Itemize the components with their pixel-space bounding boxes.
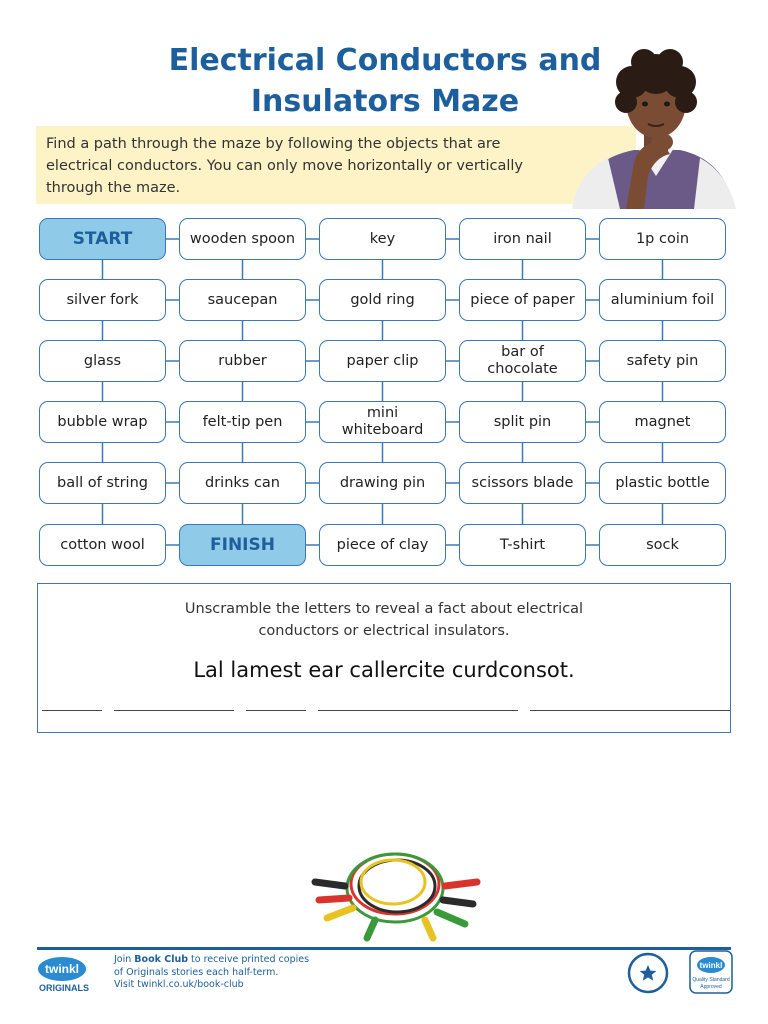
unscramble-intro-line-2: conductors or electrical insulators. — [258, 623, 510, 639]
footer-line-1-pre: Join — [114, 954, 135, 965]
finish-cell[interactable]: FINISH — [179, 524, 306, 566]
logo-sub-text: ORIGINALS — [38, 983, 90, 993]
footer-line-2: of Originals stories each half-term. — [114, 966, 279, 978]
maze-cell[interactable]: safety pin — [599, 340, 726, 382]
maze-cell[interactable]: piece of clay — [319, 524, 446, 566]
maze-cell[interactable]: plastic bottle — [599, 462, 726, 504]
maze-cell[interactable]: split pin — [459, 401, 586, 443]
maze-cell[interactable]: glass — [39, 340, 166, 382]
footer-line-3[interactable]: Visit twinkl.co.uk/book-club — [114, 979, 244, 990]
maze-cell[interactable]: drinks can — [179, 462, 306, 504]
maze-cell[interactable]: paper clip — [319, 340, 446, 382]
crocodile-clip-wires-illustration — [305, 842, 485, 942]
unscramble-box — [37, 583, 731, 733]
maze-cell[interactable]: gold ring — [319, 279, 446, 321]
maze-cell[interactable]: felt-tip pen — [179, 401, 306, 443]
maze-cell[interactable]: sock — [599, 524, 726, 566]
maze-cell[interactable]: saucepan — [179, 279, 306, 321]
unscramble-intro — [38, 598, 730, 642]
star-icon[interactable] — [627, 952, 669, 994]
start-cell[interactable]: START — [39, 218, 166, 260]
book-club-link[interactable]: Book Club — [134, 954, 189, 965]
maze-cell[interactable]: ball of string — [39, 462, 166, 504]
maze-cell[interactable]: bubble wrap — [39, 401, 166, 443]
book-club-text — [114, 954, 309, 992]
answer-blank[interactable] — [42, 710, 102, 711]
answer-blanks — [42, 696, 732, 716]
answer-blank[interactable] — [114, 710, 234, 711]
maze-cell[interactable]: scissors blade — [459, 462, 586, 504]
logo-brand-text: twinkl — [44, 962, 80, 976]
maze-cell[interactable]: key — [319, 218, 446, 260]
maze-cell[interactable]: aluminium foil — [599, 279, 726, 321]
title-line-2: Insulators Maze — [250, 84, 520, 119]
title-line-1: Electrical Conductors and — [168, 43, 602, 78]
footer-line-1-post: to receive printed copies — [188, 954, 310, 965]
footer-line-1 — [114, 954, 309, 967]
answer-blank[interactable] — [318, 710, 518, 711]
scrambled-sentence: Lal lamest ear callercite curdconsot. — [193, 658, 575, 682]
quality-approved-badge — [689, 950, 733, 994]
maze-cell[interactable]: 1p coin — [599, 218, 726, 260]
maze-cell[interactable]: mini whiteboard — [319, 401, 446, 443]
badge-brand-text: twinkl — [699, 961, 723, 970]
maze-cell[interactable]: cotton wool — [39, 524, 166, 566]
maze-cell[interactable]: wooden spoon — [179, 218, 306, 260]
maze-cell[interactable]: piece of paper — [459, 279, 586, 321]
instructions-line-1: Find a path through the maze by following the objects that are — [46, 136, 501, 152]
answer-blank[interactable] — [246, 710, 306, 711]
maze-cell[interactable]: drawing pin — [319, 462, 446, 504]
instructions-line-3: through the maze. — [46, 180, 181, 196]
maze-cell[interactable]: T-shirt — [459, 524, 586, 566]
maze-cell[interactable]: rubber — [179, 340, 306, 382]
instructions-line-2: electrical conductors. You can only move horizontally or vertically — [46, 158, 524, 174]
maze-cell[interactable]: bar of chocolate — [459, 340, 586, 382]
unscramble-intro-line-1: Unscramble the letters to reveal a fact about electrical — [184, 601, 584, 617]
maze-cell[interactable]: iron nail — [459, 218, 586, 260]
badge-line-2: Approved — [700, 984, 722, 990]
maze-cell[interactable]: magnet — [599, 401, 726, 443]
maze-cell[interactable]: silver fork — [39, 279, 166, 321]
twinkl-originals-logo — [36, 955, 98, 995]
answer-blank[interactable] — [530, 710, 730, 711]
badge-line-1: Quality Standard — [692, 977, 730, 983]
footer-divider — [37, 947, 731, 950]
